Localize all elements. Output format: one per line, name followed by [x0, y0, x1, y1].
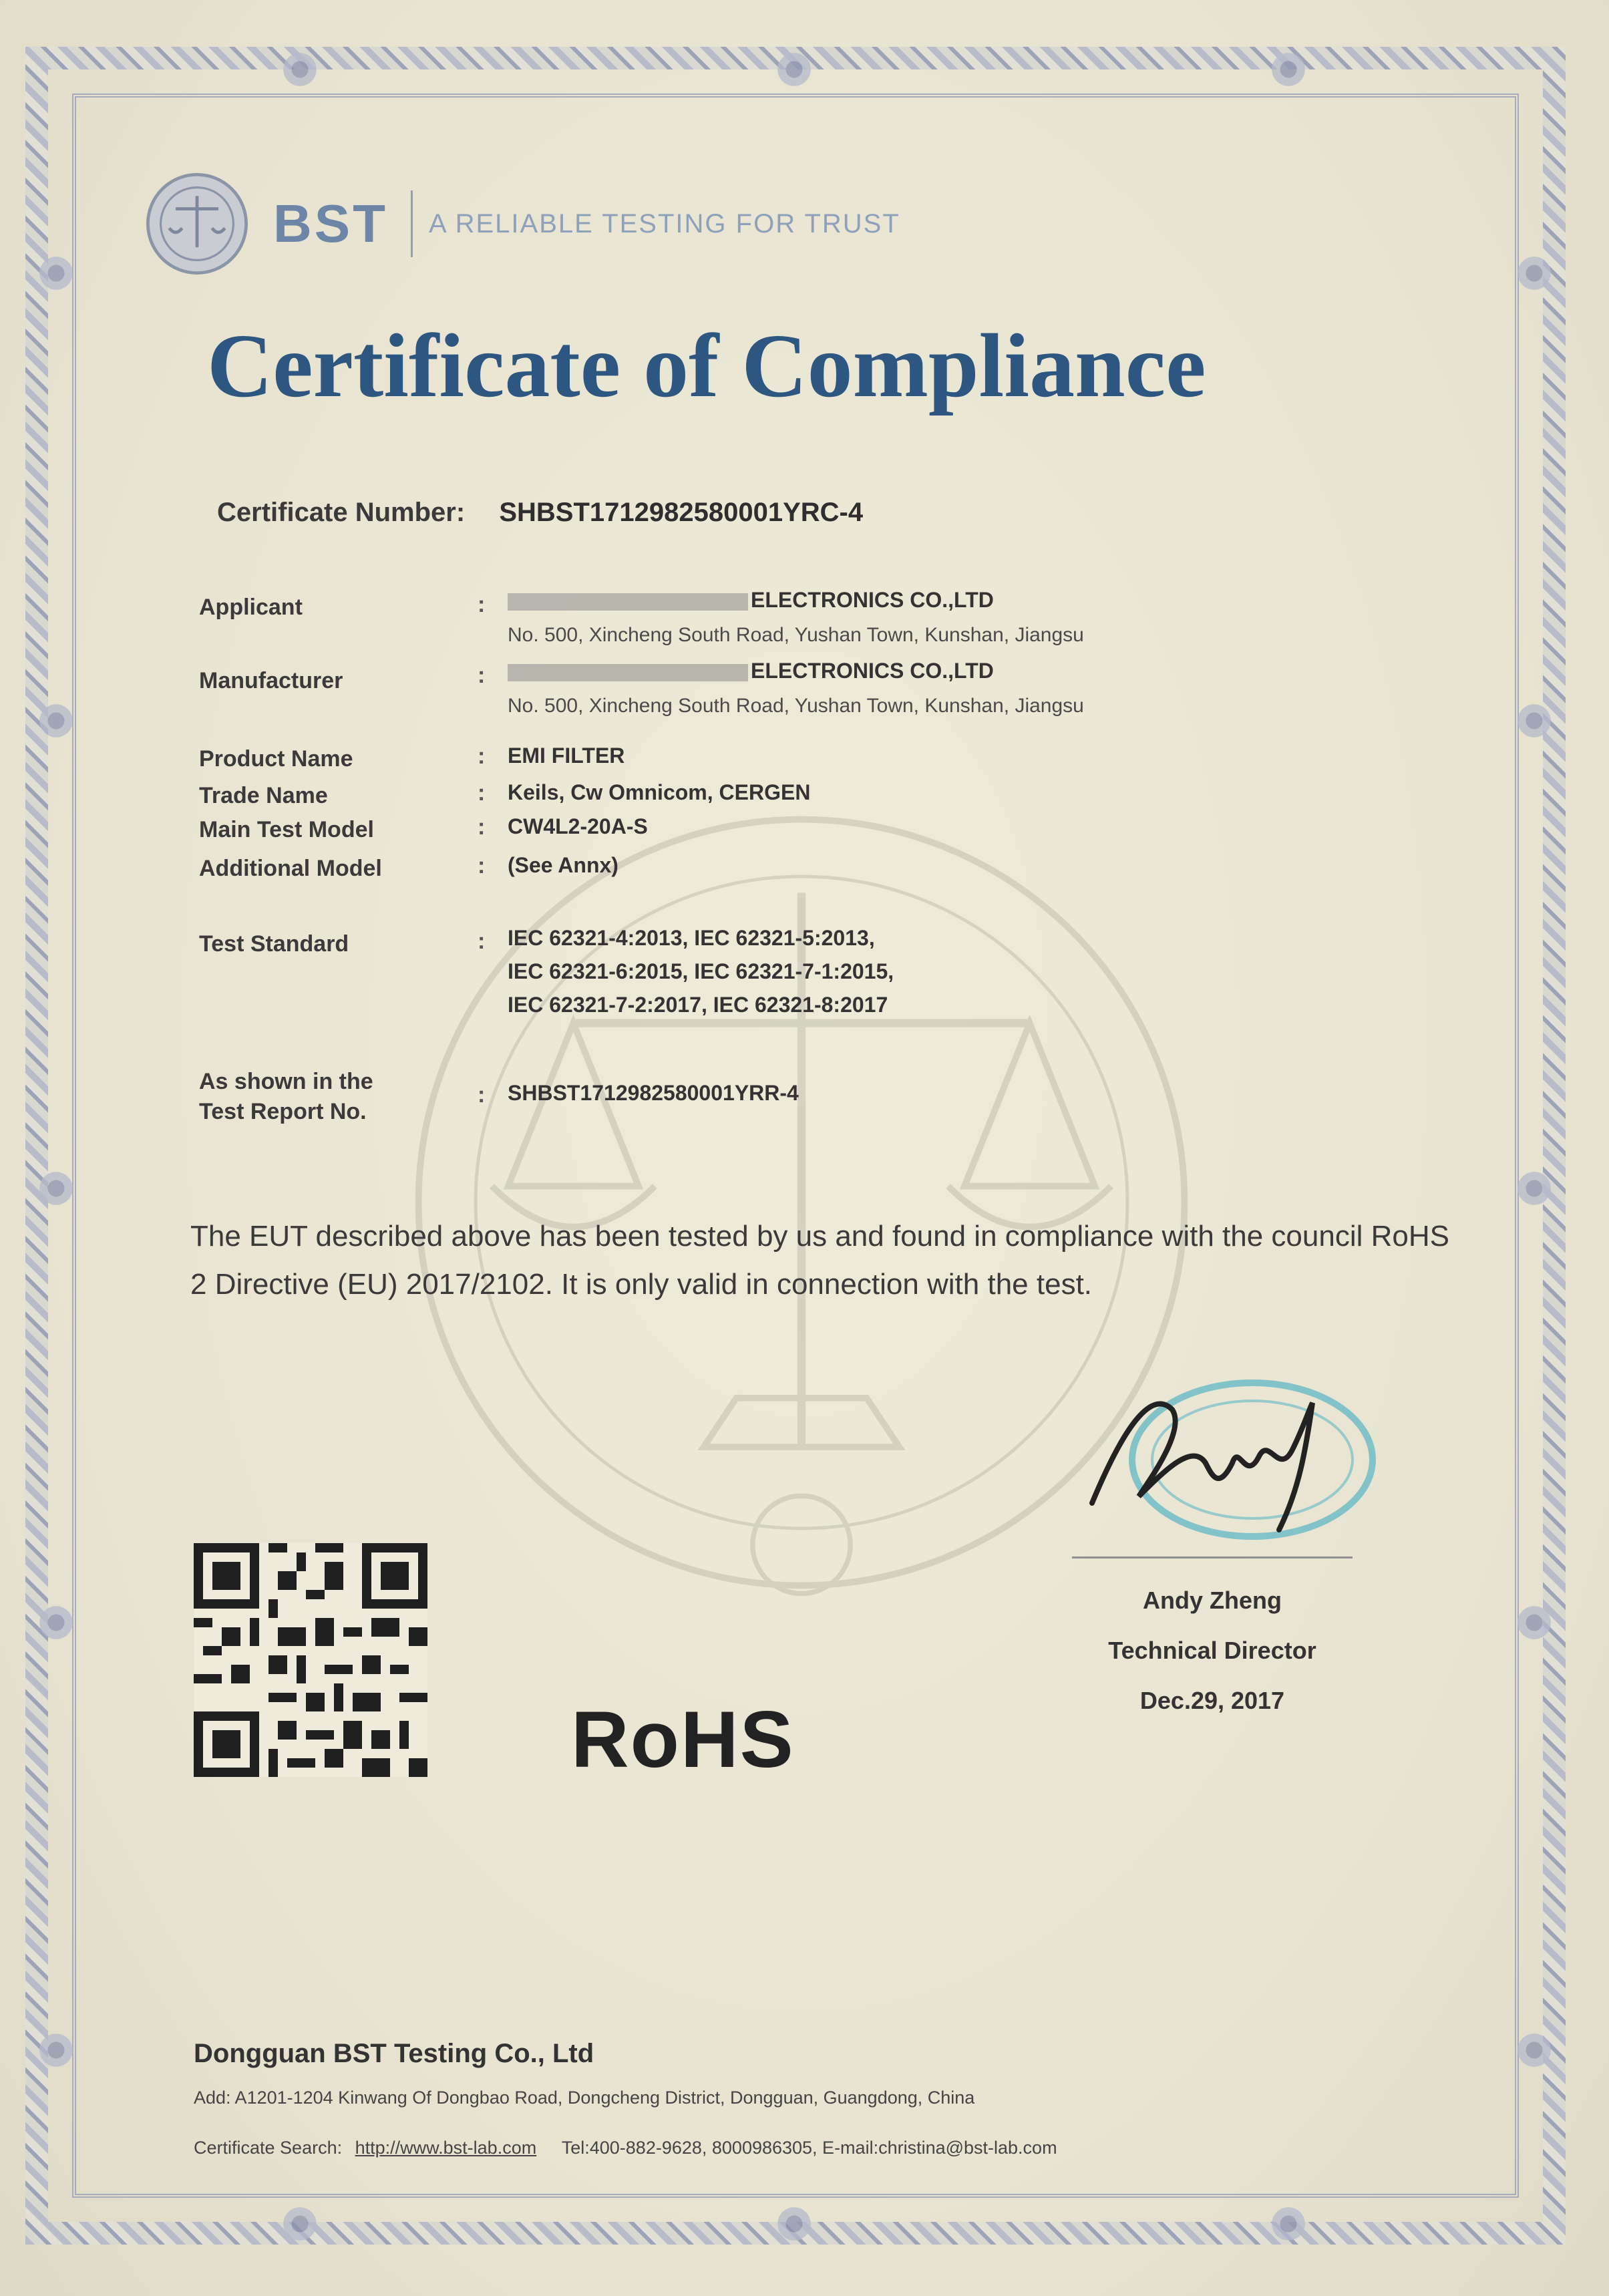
test-standard-line: IEC 62321-7-2:2017, IEC 62321-8:2017 — [508, 993, 888, 1017]
additional-model-label: Additional Model — [199, 856, 382, 881]
applicant-address: No. 500, Xincheng South Road, Yushan Town, Kunshan, Jiangsu — [508, 624, 1084, 646]
border-rosette-icon — [1515, 254, 1554, 293]
field-colon: : — [478, 744, 486, 769]
manufacturer-label: Manufacturer — [199, 668, 343, 693]
brand-header — [144, 170, 1079, 277]
product-name-value: EMI FILTER — [508, 744, 625, 768]
border-rosette-icon — [281, 2204, 319, 2243]
certificate-number — [217, 498, 863, 528]
main-test-model-label: Main Test Model — [199, 817, 374, 842]
brand-name: BST — [273, 194, 388, 253]
brand-tagline: A RELIABLE TESTING FOR TRUST — [429, 208, 900, 238]
manufacturer-name: ELECTRONICS CO.,LTD — [508, 659, 994, 683]
border-rosette-icon — [1269, 50, 1308, 89]
border-rosette-icon — [775, 50, 814, 89]
trade-name-value: Keils, Cw Omnicom, CERGEN — [508, 780, 811, 804]
border-rosette-icon — [1515, 1603, 1554, 1642]
border-rosette-icon — [775, 2204, 814, 2243]
trade-name-label: Trade Name — [199, 783, 328, 808]
search-link[interactable]: http://www.bst-lab.com — [355, 2138, 537, 2158]
field-colon: : — [478, 780, 486, 806]
redacted-block — [508, 593, 748, 611]
test-report-number: SHBST1712982580001YRR-4 — [508, 1081, 799, 1105]
border-rosette-icon — [1515, 2031, 1554, 2070]
certificate-number-value: SHBST1712982580001YRC-4 — [499, 498, 864, 527]
additional-model-value: (See Annx) — [508, 853, 618, 877]
certificate-number-label: Certificate Number: — [217, 498, 466, 527]
main-test-model-value: CW4L2-20A-S — [508, 814, 648, 838]
applicant-label: Applicant — [199, 595, 303, 620]
signatory-name: Andy Zheng — [1143, 1587, 1282, 1614]
field-colon: : — [478, 853, 486, 878]
search-label: Certificate Search: — [194, 2138, 343, 2158]
border-rosette-icon — [281, 50, 319, 89]
redacted-block — [508, 664, 748, 681]
signatory-title: Technical Director — [1108, 1637, 1316, 1664]
company-stamp-icon — [1079, 1363, 1386, 1550]
border-rosette-icon — [37, 1169, 75, 1208]
footer-search — [194, 2138, 1057, 2158]
test-standard-line: IEC 62321-6:2015, IEC 62321-7-1:2015, — [508, 959, 894, 983]
manufacturer-address: No. 500, Xincheng South Road, Yushan Town, Kunshan, Jiangsu — [508, 695, 1084, 717]
qr-code-icon — [194, 1543, 427, 1777]
certificate-title: Certificate of Compliance — [207, 316, 1206, 416]
border-rosette-icon — [1515, 1169, 1554, 1208]
footer-address: Add: A1201-1204 Kinwang Of Dongbao Road, Dongcheng District, Dongguan, Guangdong, China — [194, 2088, 975, 2108]
border-rosette-icon — [1269, 2204, 1308, 2243]
compliance-statement: The EUT described above has been tested by us and found in compliance with the council RoHS 2 Directive (EU) 2017/2102. It is only valid in connection with the test. — [190, 1220, 1449, 1301]
issue-date: Dec.29, 2017 — [1139, 1687, 1285, 1714]
signature-line — [1072, 1556, 1353, 1559]
test-standard-line: IEC 62321-4:2013, IEC 62321-5:2013, — [508, 926, 875, 950]
footer-company: Dongguan BST Testing Co., Ltd — [194, 2039, 594, 2068]
border-rosette-icon — [37, 1603, 75, 1642]
brand-divider — [411, 190, 413, 257]
field-colon: : — [478, 929, 486, 954]
bst-seal-logo-icon — [144, 170, 250, 277]
test-standard-label: Test Standard — [199, 931, 349, 957]
field-colon: : — [478, 592, 486, 617]
test-report-label: As shown in the — [199, 1069, 373, 1094]
border-rosette-icon — [37, 2031, 75, 2070]
field-colon: : — [478, 1082, 486, 1108]
applicant-name: ELECTRONICS CO.,LTD — [508, 588, 994, 613]
rohs-mark: RoHS — [571, 1695, 795, 1784]
product-name-label: Product Name — [199, 746, 353, 772]
test-report-label: Test Report No. — [199, 1099, 367, 1124]
contact-info: Tel:400-882-9628, 8000986305, E-mail:christina@bst-lab.com — [561, 2138, 1057, 2158]
border-rosette-icon — [1515, 701, 1554, 740]
border-rosette-icon — [37, 701, 75, 740]
field-colon: : — [478, 814, 486, 840]
border-rosette-icon — [37, 254, 75, 293]
field-colon: : — [478, 663, 486, 688]
